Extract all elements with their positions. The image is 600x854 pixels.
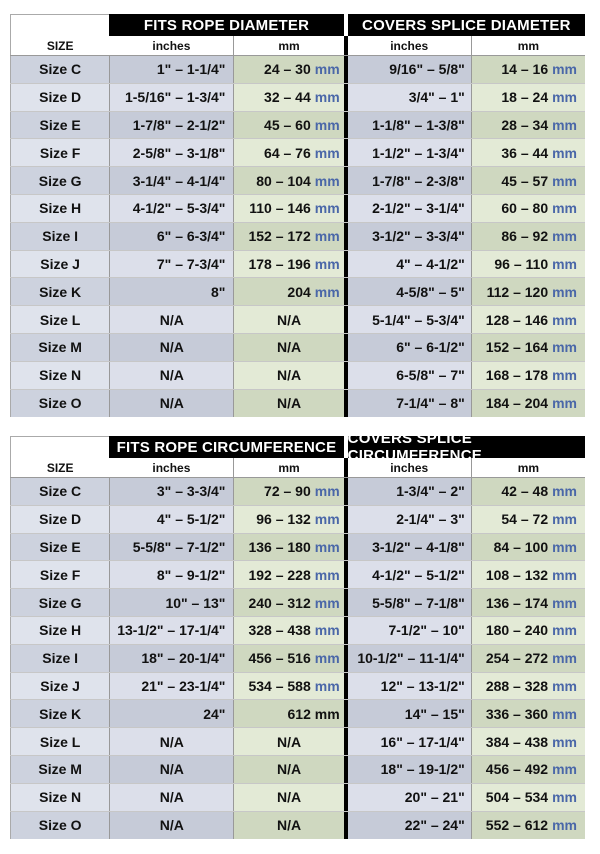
- table-row: [10, 784, 585, 812]
- size-cell: Size E: [10, 112, 109, 139]
- rope-inches-header: inches: [109, 458, 234, 477]
- rope-inches-header: inches: [109, 36, 234, 55]
- size-cell: Size I: [10, 223, 109, 250]
- splice-mm-cell-unit: mm: [552, 817, 577, 834]
- table-row: [10, 306, 585, 334]
- rope-inches-cell: 21" – 23-1/4": [109, 673, 234, 700]
- rope-mm-cell-value: 612 mm: [287, 705, 340, 722]
- splice-mm-cell: [472, 534, 585, 561]
- rope-mm-cell-unit: mm: [314, 594, 340, 611]
- splice-mm-cell-value: 184 – 204: [485, 395, 549, 412]
- splice-mm-cell: [472, 561, 585, 588]
- splice-inches-cell: 1-3/4" – 2": [348, 478, 472, 505]
- rope-mm-cell: [234, 278, 343, 305]
- splice-mm-cell: [472, 223, 585, 250]
- splice-mm-cell-value: 168 – 178: [485, 367, 549, 384]
- splice-inches-cell: 2-1/2" – 3-1/4": [348, 195, 472, 222]
- splice-mm-header: mm: [517, 39, 540, 53]
- table-row: [10, 728, 585, 756]
- splice-mm-cell-unit: mm: [552, 172, 578, 189]
- fits-rope-circumference-header: FITS ROPE CIRCUMFERENCE: [109, 436, 343, 458]
- splice-mm-cell-unit: mm: [552, 789, 577, 806]
- splice-mm-cell-value: 42 – 48: [501, 483, 549, 500]
- size-cell: Size O: [10, 812, 109, 840]
- rope-mm-cell: [234, 700, 343, 727]
- splice-mm-cell: [472, 589, 585, 616]
- rope-mm-cell-unit: mm: [314, 255, 340, 272]
- splice-mm-cell-value: 456 – 492: [485, 761, 549, 778]
- splice-mm-cell: [472, 56, 585, 83]
- covers-splice-diameter-header: COVERS SPLICE DIAMETER: [348, 14, 585, 36]
- splice-mm-cell: [472, 139, 585, 166]
- table-row: [10, 561, 585, 589]
- rope-inches-cell: N/A: [109, 362, 234, 389]
- splice-mm-cell-value: 254 – 272: [485, 650, 549, 667]
- rope-mm-cell-unit: mm: [314, 61, 340, 78]
- rope-mm-cell: [234, 673, 343, 700]
- splice-mm-cell-value: 28 – 34: [501, 116, 549, 133]
- rope-mm-cell-value: N/A: [276, 817, 302, 834]
- diameter-rows: [10, 56, 585, 417]
- table-row: [10, 645, 585, 673]
- splice-inches-cell: 10-1/2" – 11-1/4": [348, 645, 472, 672]
- splice-mm-cell-unit: mm: [552, 116, 578, 133]
- size-cell: Size I: [10, 645, 109, 672]
- size-cell: Size E: [10, 534, 109, 561]
- rope-mm-cell-value: 240 – 312: [248, 594, 311, 611]
- splice-mm-cell-value: 288 – 328: [485, 677, 549, 694]
- rope-inches-cell: 8": [109, 278, 234, 305]
- rope-mm-cell-value: 24 – 30: [264, 61, 311, 78]
- size-cell: Size G: [10, 589, 109, 616]
- size-cell: Size H: [10, 617, 109, 644]
- rope-inches-cell: N/A: [109, 390, 234, 418]
- rope-inches-cell: N/A: [109, 334, 234, 361]
- splice-inches-header: inches: [348, 458, 472, 477]
- rope-mm-cell-value: N/A: [276, 789, 302, 806]
- circumference-rows: [10, 478, 585, 839]
- splice-mm-cell: [472, 478, 585, 505]
- splice-mm-cell-unit: mm: [552, 483, 578, 500]
- rope-mm-cell-value: N/A: [276, 311, 302, 328]
- rope-inches-cell: N/A: [109, 812, 234, 840]
- splice-mm-cell-unit: mm: [552, 89, 578, 106]
- size-cell: Size F: [10, 139, 109, 166]
- rope-mm-cell: [234, 534, 343, 561]
- table-row: [10, 56, 585, 84]
- splice-inches-cell: 1-1/8" – 1-3/8": [348, 112, 472, 139]
- splice-inches-cell: 18" – 19-1/2": [348, 756, 472, 783]
- splice-mm-cell-unit: mm: [552, 511, 578, 528]
- rope-inches-cell: 7" – 7-3/4": [109, 251, 234, 278]
- splice-mm-cell-value: 14 – 16: [501, 61, 549, 78]
- size-cell: Size C: [10, 478, 109, 505]
- splice-mm-cell: [472, 645, 585, 672]
- size-cell: Size O: [10, 390, 109, 418]
- rope-mm-cell-value: 192 – 228: [248, 566, 311, 583]
- splice-inches-cell: 9/16" – 5/8": [348, 56, 472, 83]
- table-row: [10, 589, 585, 617]
- rope-inches-cell: 10" – 13": [109, 589, 234, 616]
- splice-mm-header: mm: [517, 461, 540, 475]
- rope-inches-cell: 5-5/8" – 7-1/2": [109, 534, 234, 561]
- rope-inches-cell: 2-5/8" – 3-1/8": [109, 139, 234, 166]
- header-subcolumns: [10, 36, 585, 56]
- rope-mm-cell: [234, 56, 343, 83]
- rope-mm-cell-unit: mm: [314, 200, 340, 217]
- table-row: [10, 251, 585, 279]
- rope-inches-cell: 8" – 9-1/2": [109, 561, 234, 588]
- rope-inches-cell: 1-5/16" – 1-3/4": [109, 84, 234, 111]
- splice-inches-cell: 4-5/8" – 5": [348, 278, 472, 305]
- rope-mm-cell-value: 110 – 146: [249, 200, 311, 217]
- rope-mm-cell: [234, 589, 343, 616]
- rope-mm-cell: [234, 167, 343, 194]
- rope-inches-cell: 18" – 20-1/4": [109, 645, 234, 672]
- size-column-header: SIZE: [10, 36, 109, 55]
- rope-mm-cell-value: 96 – 132: [256, 511, 311, 528]
- rope-mm-cell-unit: mm: [314, 677, 340, 694]
- splice-inches-cell: 16" – 17-1/4": [348, 728, 472, 755]
- table-row: [10, 195, 585, 223]
- rope-mm-cell: [234, 390, 343, 418]
- splice-mm-cell: [472, 506, 585, 533]
- rope-mm-cell-value: 136 – 180: [248, 538, 311, 555]
- header-blank: [10, 436, 109, 458]
- splice-mm-cell: [472, 617, 585, 644]
- rope-mm-cell-value: 534 – 588: [248, 677, 311, 694]
- splice-mm-cell-value: 136 – 174: [485, 594, 549, 611]
- splice-mm-cell: [472, 306, 585, 333]
- splice-mm-cell: [472, 362, 585, 389]
- rope-mm-cell: [234, 251, 343, 278]
- rope-mm-cell-value: 178 – 196: [248, 255, 311, 272]
- size-cell: Size M: [10, 334, 109, 361]
- table-row: [10, 334, 585, 362]
- size-cell: Size M: [10, 756, 109, 783]
- splice-mm-cell-value: 84 – 100: [493, 538, 549, 555]
- header-groups: [10, 14, 585, 36]
- rope-mm-cell: [234, 756, 343, 783]
- splice-mm-cell: [472, 784, 585, 811]
- size-cell: Size H: [10, 195, 109, 222]
- splice-inches-header: inches: [348, 36, 472, 55]
- splice-mm-cell-unit: mm: [552, 283, 578, 300]
- table-row: [10, 390, 585, 418]
- size-cell: Size K: [10, 278, 109, 305]
- rope-mm-cell-unit: mm: [314, 89, 340, 106]
- splice-mm-cell-value: 112 – 120: [486, 283, 549, 300]
- rope-mm-cell: [234, 506, 343, 533]
- table-row: [10, 700, 585, 728]
- splice-inches-cell: 20" – 21": [348, 784, 472, 811]
- rope-inches-cell: 6" – 6-3/4": [109, 223, 234, 250]
- rope-mm-cell-value: N/A: [276, 395, 302, 412]
- circumference-table: [10, 430, 585, 839]
- rope-mm-cell: [234, 812, 343, 840]
- size-cell: Size D: [10, 84, 109, 111]
- splice-inches-cell: 12" – 13-1/2": [348, 673, 472, 700]
- rope-inches-cell: N/A: [109, 306, 234, 333]
- size-cell: Size F: [10, 561, 109, 588]
- splice-mm-cell-value: 96 – 110: [494, 255, 549, 272]
- splice-inches-cell: 1-7/8" – 2-3/8": [348, 167, 472, 194]
- table-row: [10, 278, 585, 306]
- size-cell: Size J: [10, 673, 109, 700]
- splice-inches-cell: 6" – 6-1/2": [348, 334, 472, 361]
- rope-mm-cell-value: N/A: [276, 733, 302, 750]
- splice-mm-cell-value: 54 – 72: [501, 511, 549, 528]
- splice-mm-cell-unit: mm: [552, 677, 578, 694]
- rope-mm-cell-value: 204: [287, 283, 311, 300]
- splice-inches-cell: 6-5/8" – 7": [348, 362, 472, 389]
- splice-mm-cell-unit: mm: [552, 733, 577, 750]
- splice-mm-cell-unit: mm: [552, 538, 578, 555]
- table-row: [10, 673, 585, 701]
- splice-mm-cell: [472, 728, 585, 755]
- splice-mm-cell-unit: mm: [552, 594, 578, 611]
- splice-mm-cell-value: 108 – 132: [485, 566, 549, 583]
- splice-inches-cell: 4-1/2" – 5-1/2": [348, 561, 472, 588]
- rope-mm-cell: [234, 306, 343, 333]
- splice-mm-cell-value: 18 – 24: [501, 89, 549, 106]
- splice-mm-cell-value: 36 – 44: [501, 144, 549, 161]
- rope-inches-cell: 3-1/4" – 4-1/4": [109, 167, 234, 194]
- splice-mm-cell-unit: mm: [552, 311, 577, 328]
- size-column-header: SIZE: [10, 458, 109, 477]
- splice-inches-cell: 5-1/4" – 5-3/4": [348, 306, 472, 333]
- size-cell: Size L: [10, 306, 109, 333]
- splice-mm-cell-value: 128 – 146: [485, 311, 549, 328]
- splice-inches-cell: 2-1/4" – 3": [348, 506, 472, 533]
- rope-mm-cell-value: 328 – 438: [248, 622, 311, 639]
- rope-mm-cell-value: 456 – 516: [248, 650, 311, 667]
- rope-mm-cell-unit: mm: [314, 511, 340, 528]
- splice-inches-cell: 5-5/8" – 7-1/8": [348, 589, 472, 616]
- splice-inches-cell: 14" – 15": [348, 700, 472, 727]
- rope-mm-cell-value: 152 – 172: [248, 228, 311, 245]
- rope-mm-cell-unit: mm: [314, 566, 340, 583]
- size-cell: Size L: [10, 728, 109, 755]
- rope-inches-cell: 4-1/2" – 5-3/4": [109, 195, 234, 222]
- rope-inches-cell: 1-7/8" – 2-1/2": [109, 112, 234, 139]
- splice-mm-cell: [472, 673, 585, 700]
- rope-mm-cell-unit: mm: [314, 483, 340, 500]
- splice-mm-cell-unit: mm: [552, 144, 578, 161]
- size-cell: Size J: [10, 251, 109, 278]
- covers-splice-circumference-header: COVERS SPLICE CIRCUMFERENCE: [348, 436, 585, 458]
- table-row: [10, 167, 585, 195]
- rope-mm-cell-unit: mm: [314, 172, 340, 189]
- size-cell: Size N: [10, 784, 109, 811]
- table-row: [10, 223, 585, 251]
- splice-mm-cell-value: 552 – 612: [485, 817, 549, 834]
- table-row: [10, 812, 585, 840]
- splice-mm-cell-value: 336 – 360: [485, 705, 549, 722]
- rope-inches-cell: N/A: [109, 756, 234, 783]
- rope-inches-cell: 24": [109, 700, 234, 727]
- table-row: [10, 139, 585, 167]
- splice-mm-cell-value: 384 – 438: [485, 733, 549, 750]
- rope-mm-cell: [234, 561, 343, 588]
- splice-mm-cell-unit: mm: [552, 367, 577, 384]
- rope-inches-cell: 3" – 3-3/4": [109, 478, 234, 505]
- splice-mm-cell: [472, 195, 585, 222]
- splice-mm-cell: [472, 756, 585, 783]
- table-row: [10, 617, 585, 645]
- splice-mm-cell: [472, 278, 585, 305]
- rope-mm-cell-unit: mm: [314, 116, 340, 133]
- splice-inches-cell: 3/4" – 1": [348, 84, 472, 111]
- size-cell: Size K: [10, 700, 109, 727]
- table-row: [10, 534, 585, 562]
- size-cell: Size D: [10, 506, 109, 533]
- splice-mm-cell: [472, 700, 585, 727]
- splice-mm-cell: [472, 112, 585, 139]
- rope-mm-cell-value: 32 – 44: [264, 89, 311, 106]
- splice-mm-cell-value: 45 – 57: [501, 172, 549, 189]
- rope-mm-cell-value: N/A: [276, 339, 302, 356]
- rope-mm-cell: [234, 784, 343, 811]
- splice-mm-cell: [472, 390, 585, 418]
- table-row: [10, 478, 585, 506]
- rope-mm-cell: [234, 84, 343, 111]
- size-cell: Size C: [10, 56, 109, 83]
- splice-mm-cell-unit: mm: [552, 395, 577, 412]
- rope-inches-cell: 1" – 1-1/4": [109, 56, 234, 83]
- splice-inches-cell: 22" – 24": [348, 812, 472, 840]
- table-row: [10, 506, 585, 534]
- rope-mm-cell: [234, 334, 343, 361]
- diameter-table: [10, 14, 585, 417]
- splice-inches-cell: 1-1/2" – 1-3/4": [348, 139, 472, 166]
- rope-mm-cell: [234, 478, 343, 505]
- table-row: [10, 112, 585, 140]
- splice-inches-cell: 4" – 4-1/2": [348, 251, 472, 278]
- rope-mm-cell: [234, 139, 343, 166]
- table-row: [10, 84, 585, 112]
- splice-mm-cell: [472, 334, 585, 361]
- rope-mm-header: mm: [278, 461, 300, 475]
- rope-mm-cell: [234, 645, 343, 672]
- rope-mm-cell: [234, 112, 343, 139]
- table-row: [10, 756, 585, 784]
- rope-mm-cell-unit: mm: [314, 144, 340, 161]
- splice-mm-cell: [472, 251, 585, 278]
- splice-mm-cell-value: 60 – 80: [501, 200, 549, 217]
- splice-mm-cell-value: 152 – 164: [485, 339, 549, 356]
- splice-mm-cell-unit: mm: [552, 339, 577, 356]
- rope-mm-cell: [234, 195, 343, 222]
- rope-inches-cell: 4" – 5-1/2": [109, 506, 234, 533]
- rope-mm-cell: [234, 362, 343, 389]
- splice-mm-cell-unit: mm: [552, 650, 578, 667]
- rope-mm-cell-value: N/A: [276, 761, 302, 778]
- rope-inches-cell: N/A: [109, 784, 234, 811]
- header-subcolumns: [10, 458, 585, 478]
- size-cell: Size G: [10, 167, 109, 194]
- splice-inches-cell: 7-1/4" – 8": [348, 390, 472, 418]
- rope-mm-cell-value: N/A: [276, 367, 302, 384]
- splice-mm-cell-unit: mm: [552, 255, 578, 272]
- rope-inches-cell: N/A: [109, 728, 234, 755]
- splice-mm-cell-unit: mm: [552, 761, 577, 778]
- rope-mm-cell-value: 45 – 60: [264, 116, 311, 133]
- splice-inches-cell: 3-1/2" – 4-1/8": [348, 534, 472, 561]
- splice-mm-cell-unit: mm: [552, 622, 578, 639]
- rope-mm-cell-value: 72 – 90: [264, 483, 311, 500]
- splice-mm-cell: [472, 84, 585, 111]
- rope-mm-cell-unit: mm: [314, 538, 340, 555]
- rope-mm-cell: [234, 617, 343, 644]
- splice-mm-cell: [472, 167, 585, 194]
- splice-mm-cell-unit: mm: [552, 61, 578, 78]
- fits-rope-diameter-header: FITS ROPE DIAMETER: [109, 14, 343, 36]
- splice-mm-cell-unit: mm: [552, 705, 578, 722]
- header-groups: [10, 430, 585, 464]
- splice-mm-cell-value: 180 – 240: [485, 622, 549, 639]
- rope-mm-cell: [234, 728, 343, 755]
- size-cell: Size N: [10, 362, 109, 389]
- rope-mm-cell-unit: mm: [314, 228, 340, 245]
- rope-mm-cell-value: 80 – 104: [256, 172, 311, 189]
- rope-mm-cell-unit: mm: [314, 622, 340, 639]
- splice-mm-cell-unit: mm: [552, 566, 578, 583]
- rope-mm-cell-unit: mm: [314, 650, 340, 667]
- rope-mm-header: mm: [278, 39, 300, 53]
- splice-inches-cell: 7-1/2" – 10": [348, 617, 472, 644]
- splice-mm-cell-unit: mm: [552, 228, 578, 245]
- splice-mm-cell-value: 504 – 534: [485, 789, 549, 806]
- splice-mm-cell-unit: mm: [552, 200, 578, 217]
- rope-inches-cell: 13-1/2" – 17-1/4": [109, 617, 234, 644]
- rope-mm-cell-value: 64 – 76: [264, 144, 311, 161]
- rope-mm-cell-unit: mm: [314, 283, 340, 300]
- table-row: [10, 362, 585, 390]
- splice-mm-cell-value: 86 – 92: [501, 228, 549, 245]
- header-blank: [10, 14, 109, 36]
- rope-mm-cell: [234, 223, 343, 250]
- splice-mm-cell: [472, 812, 585, 840]
- splice-inches-cell: 3-1/2" – 3-3/4": [348, 223, 472, 250]
